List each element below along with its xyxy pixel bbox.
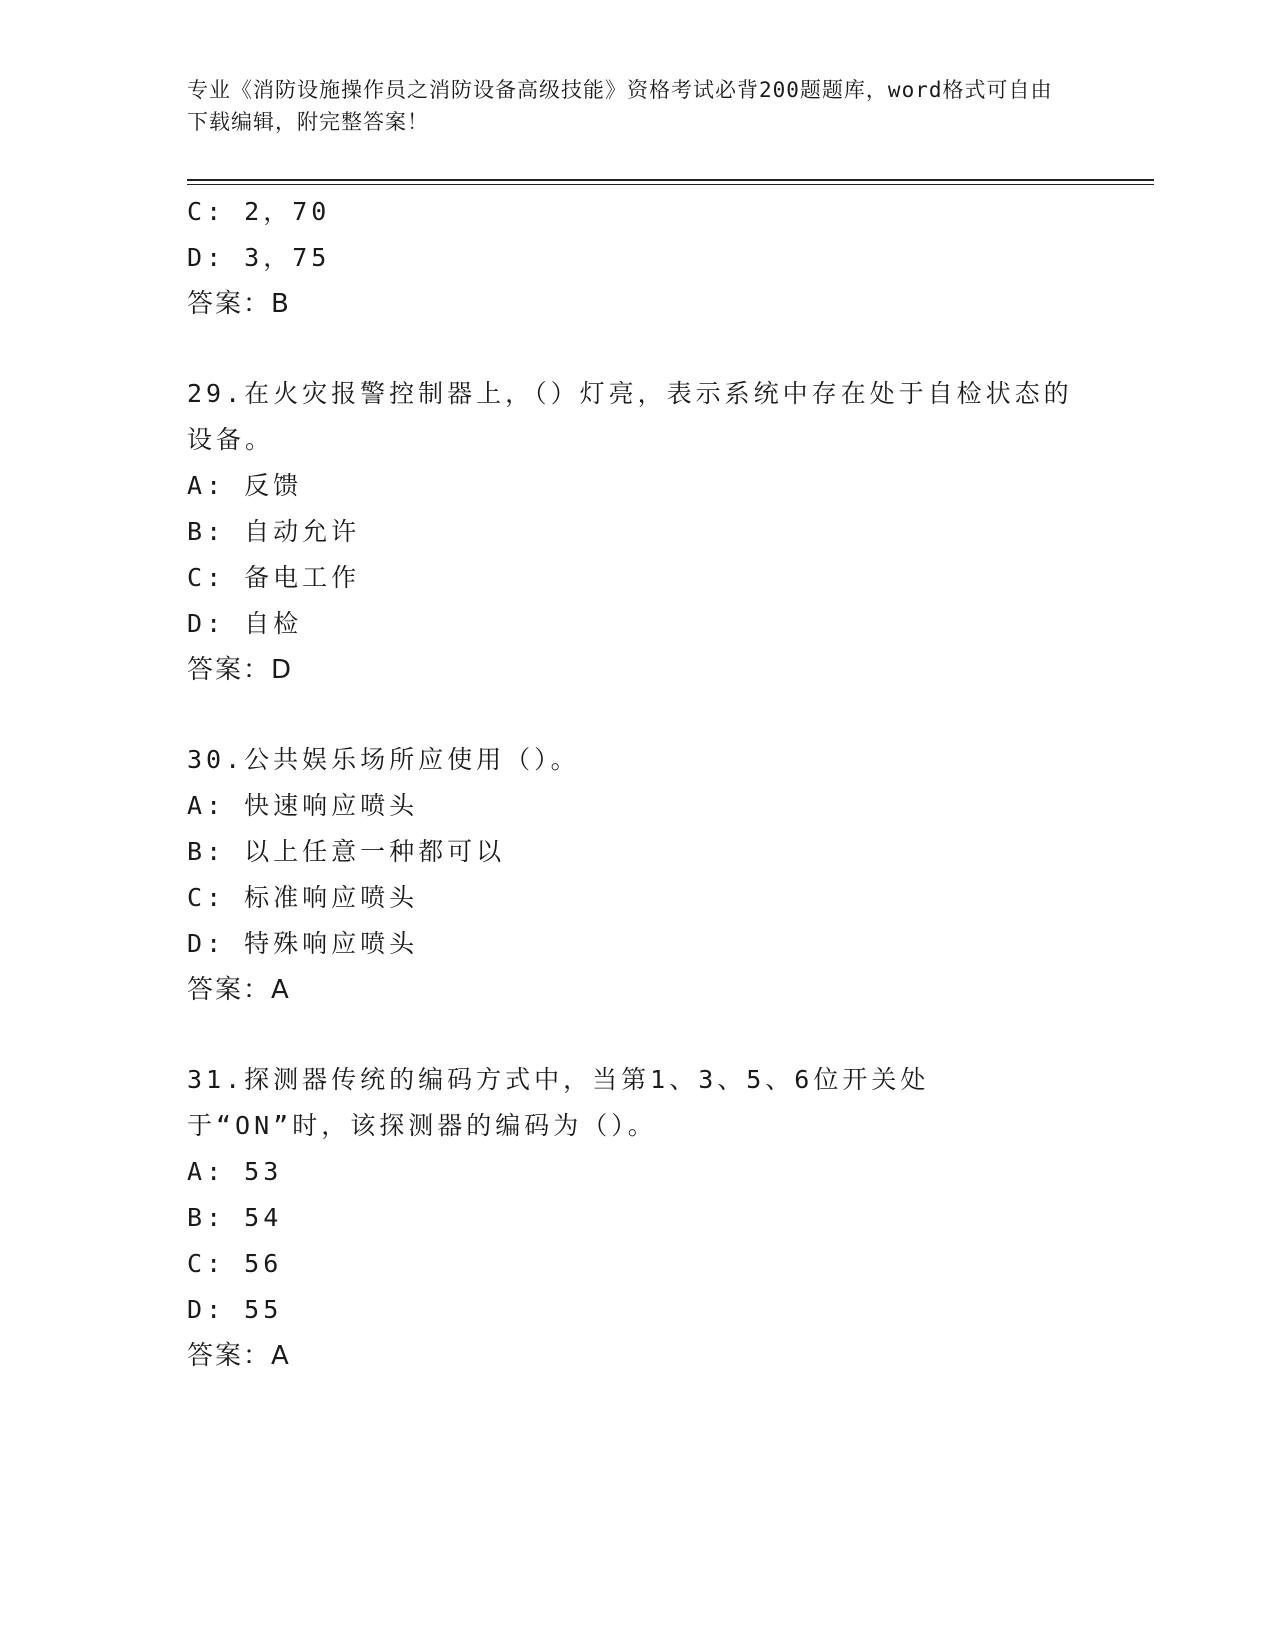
option-d: D: 3，75 [187,243,331,272]
option-a: A: 反馈 [187,471,303,500]
option-c: C: 标准响应喷头 [187,883,419,912]
question-stem: 30.公共娱乐场所应使用（）。 [187,745,580,774]
question-stem: 29.在火灾报警控制器上，（）灯亮，表示系统中存在处于自检状态的设备。 [187,379,1073,454]
option-c: C: 备电工作 [187,563,361,592]
option-c: C: 56 [187,1249,283,1278]
answer-line: 答案：D [187,655,294,685]
option-a: A: 快速响应喷头 [187,791,419,820]
header-rule-thick [187,179,1154,181]
option-b: B: 54 [187,1203,283,1232]
option-b: B: 以上任意一种都可以 [187,837,506,866]
document-header-title: 专业《消防设施操作员之消防设备高级技能》资格考试必背200题题库，word格式可自由下载编辑，附完整答案！ [187,78,1053,134]
option-a: A: 53 [187,1157,283,1186]
question-content [187,189,1087,1379]
header-rule-thin [187,184,1154,185]
option-c: C: 2，70 [187,197,331,226]
question-31 [187,1057,1087,1379]
option-b: B: 自动允许 [187,517,361,546]
answer-line: 答案：A [187,975,291,1005]
question-stem: 31.探测器传统的编码方式中，当第1、3、5、6位开关处于“ON”时，该探测器的编码为（）。 [187,1065,930,1140]
option-d: D: 特殊响应喷头 [187,929,419,958]
carryover-question [187,189,1087,327]
answer-line: 答案：A [187,1341,291,1371]
option-d: D: 55 [187,1295,283,1324]
question-29 [187,371,1087,693]
answer-line: 答案：B [187,289,291,319]
question-30 [187,737,1087,1013]
option-d: D: 自检 [187,609,303,638]
